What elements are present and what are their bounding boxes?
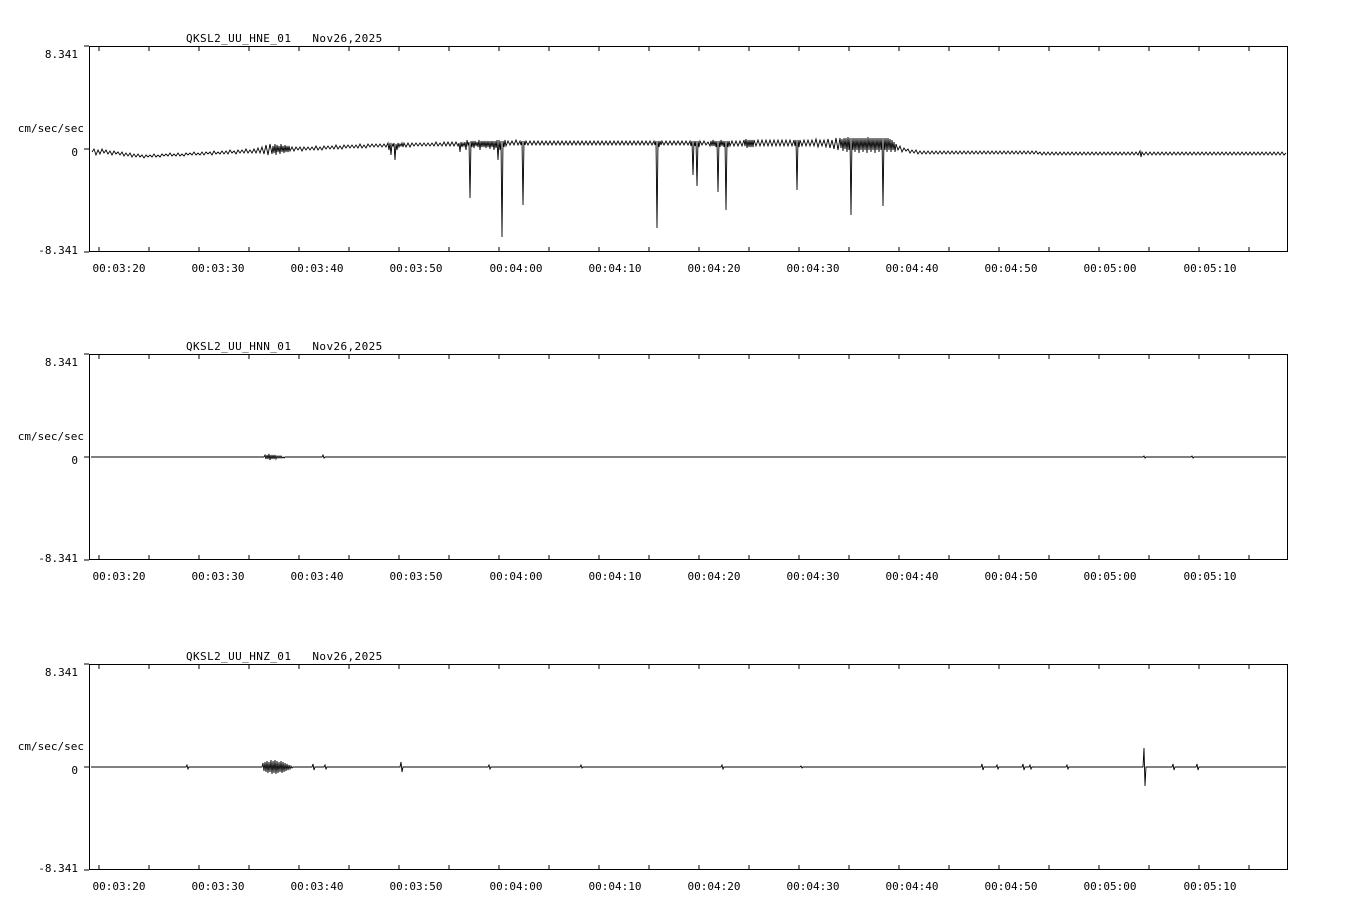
panel-title-hnz: QKSL2_UU_HNZ_01 Nov26,2025 [186,650,383,663]
x-tick-label: 00:04:00 [489,880,543,893]
x-tick-label: 00:04:00 [489,570,543,583]
y-axis-zero-label-hne: 0 [71,146,78,159]
x-tick-label: 00:04:50 [984,262,1038,275]
x-tick-label: 00:04:20 [687,570,741,583]
y-axis-units-label-hnn: cm/sec/sec [17,430,84,443]
x-tick-label: 00:04:30 [786,262,840,275]
seismogram-panel-hnz [0,612,1358,922]
x-tick-label: 00:03:50 [389,880,443,893]
x-tick-label: 00:04:40 [885,880,939,893]
trace-hnn [0,306,1358,606]
y-axis-units-label-hnz: cm/sec/sec [17,740,84,753]
x-tick-label: 00:03:40 [290,570,344,583]
x-tick-label: 00:04:10 [588,570,642,583]
x-tick-label: 00:03:30 [191,880,245,893]
x-tick-label: 00:03:30 [191,262,245,275]
x-tick-label: 00:04:30 [786,570,840,583]
seismogram-panel-hne [0,0,1358,300]
x-tick-label: 00:04:10 [588,262,642,275]
x-tick-label: 00:03:30 [191,570,245,583]
y-axis-max-label-hne: 8.341 [44,48,78,61]
y-axis-zero-label-hnz: 0 [71,764,78,777]
x-tick-label: 00:04:30 [786,880,840,893]
y-axis-zero-label-hnn: 0 [71,454,78,467]
x-tick-label: 00:05:00 [1083,570,1137,583]
trace-hne [0,0,1358,300]
x-tick-label: 00:04:10 [588,880,642,893]
x-tick-label: 00:03:40 [290,262,344,275]
x-tick-label: 00:04:00 [489,262,543,275]
y-axis-min-label-hnz: -8.341 [38,862,78,875]
x-tick-label: 00:05:00 [1083,880,1137,893]
trace-hnz [0,612,1358,922]
y-axis-min-label-hnn: -8.341 [38,552,78,565]
x-tick-label: 00:03:20 [92,570,146,583]
seismogram-panel-hnn [0,306,1358,606]
x-tick-label: 00:04:20 [687,880,741,893]
y-axis-max-label-hnz: 8.341 [44,666,78,679]
x-tick-label: 00:05:10 [1183,262,1237,275]
x-tick-label: 00:04:20 [687,262,741,275]
x-tick-label: 00:03:40 [290,880,344,893]
x-tick-label: 00:03:50 [389,570,443,583]
x-tick-label: 00:03:20 [92,262,146,275]
x-tick-label: 00:04:50 [984,570,1038,583]
x-tick-label: 00:04:40 [885,262,939,275]
y-axis-min-label-hne: -8.341 [38,244,78,257]
x-tick-label: 00:03:50 [389,262,443,275]
panel-title-hne: QKSL2_UU_HNE_01 Nov26,2025 [186,32,383,45]
panel-title-hnn: QKSL2_UU_HNN_01 Nov26,2025 [186,340,383,353]
x-tick-label: 00:04:50 [984,880,1038,893]
x-tick-label: 00:03:20 [92,880,146,893]
x-tick-label: 00:05:10 [1183,880,1237,893]
x-tick-label: 00:04:40 [885,570,939,583]
y-axis-units-label-hne: cm/sec/sec [17,122,84,135]
x-tick-label: 00:05:00 [1083,262,1137,275]
y-axis-max-label-hnn: 8.341 [44,356,78,369]
x-tick-label: 00:05:10 [1183,570,1237,583]
